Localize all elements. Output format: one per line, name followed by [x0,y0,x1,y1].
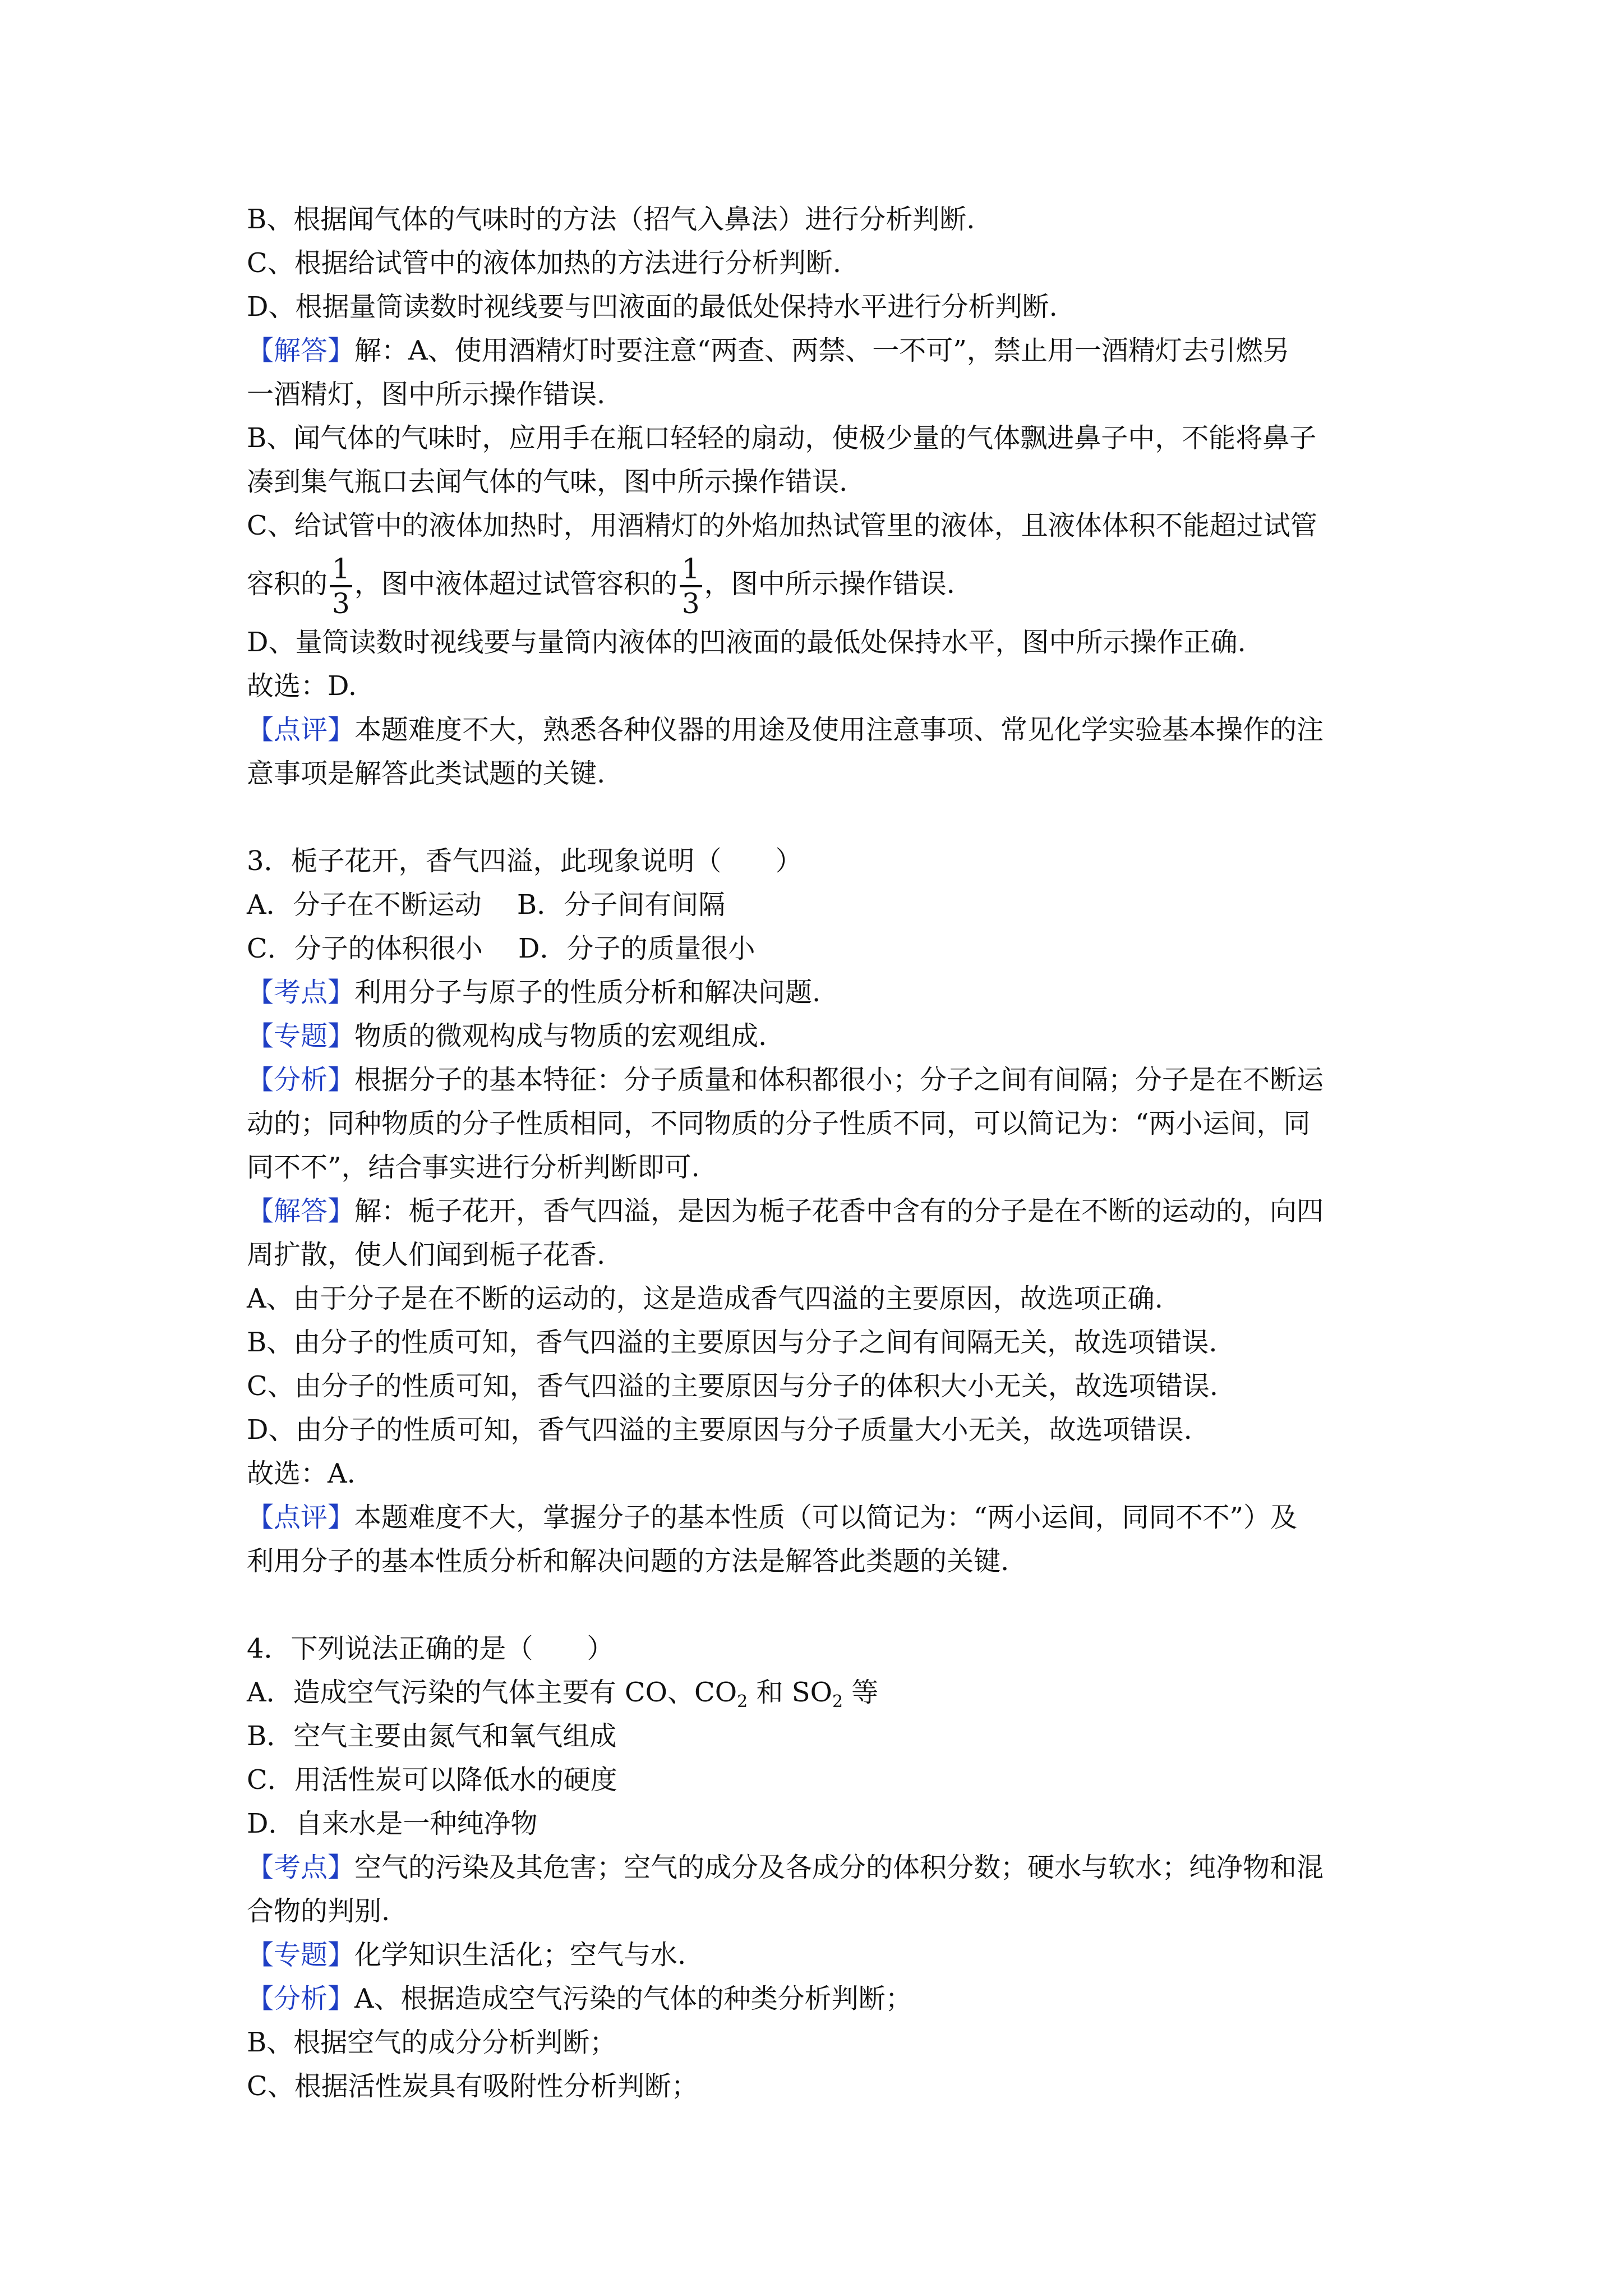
prev-c-line-1: C、给试管中的液体加热时，用酒精灯的外焰加热试管里的液体，且液体体积不能超过试管 [247,510,1317,541]
prev-analysis-b: B、根据闻气体的气味时的方法（招气入鼻法）进行分析判断. [247,204,975,235]
q3-explain-d: D、由分子的性质可知，香气四溢的主要原因与分子质量大小无关，故选项错误. [247,1414,1192,1446]
prev-b-line-1: B、闻气体的气味时，应用手在瓶口轻轻的扇动，使极少量的气体飘进鼻子中，不能将鼻子 [247,422,1317,454]
kaodian-tag: 【考点】 [247,977,355,1008]
q3-jieda-line-1: 【解答】解：栀子花开，香气四溢，是因为栀子花香中含有的分子是在不断的运动的，向四 [247,1195,1324,1227]
q4-kaodian-line-2: 合物的判别. [247,1895,390,1927]
prev-dianping-line-1: 【点评】本题难度不大，熟悉各种仪器的用途及使用注意事项、常见化学实验基本操作的注 [247,714,1324,746]
q3-explain-a: A、由于分子是在不断的运动的，这是造成香气四溢的主要原因，故选项正确. [247,1283,1163,1314]
q4-fenxi-line-1: 【分析】A、根据造成空气污染的气体的种类分析判断； [247,1983,912,2014]
prev-answer: 故选：D. [247,670,357,702]
q3-options-cd: C．分子的体积很小 D．分子的质量很小 [247,933,755,964]
dianping-tag: 【点评】 [247,714,355,746]
fraction-one-third: $\frac{1}{3}$ [330,555,352,618]
q3-dianping-line-2: 利用分子的基本性质分析和解决问题的方法是解答此类题的关键. [247,1545,1009,1577]
document-body [247,197,1391,2108]
zhuanti-tag: 【专题】 [247,1939,355,1971]
q3-kaodian: 【考点】利用分子与原子的性质分析和解决问题. [247,977,821,1008]
q3-explain-c: C、由分子的性质可知，香气四溢的主要原因与分子的体积大小无关，故选项错误. [247,1370,1218,1402]
q3-dianping-line-1: 【点评】本题难度不大，掌握分子的基本性质（可以简记为：“两小运间，同同不不”）及 [247,1502,1298,1533]
kaodian-tag: 【考点】 [247,1852,355,1883]
fraction-one-third: $\frac{1}{3}$ [680,555,702,618]
jieda-tag: 【解答】 [247,1195,355,1227]
spacer [247,795,1391,839]
prev-b-line-2: 凑到集气瓶口去闻气体的气味，图中所示操作错误. [247,466,848,498]
jieda-tag: 【解答】 [247,335,355,366]
q4-option-b: B．空气主要由氮气和氧气组成 [247,1720,617,1752]
q4-fenxi-b: B、根据空气的成分分析判断； [247,2027,617,2058]
prev-dianping-line-2: 意事项是解答此类试题的关键. [247,758,606,789]
q3-jieda-line-2: 周扩散，使人们闻到栀子花香. [247,1239,606,1271]
q3-explain-b: B、由分子的性质可知，香气四溢的主要原因与分子之间有间隔无关，故选项错误. [247,1327,1218,1358]
q4-zhuanti: 【专题】化学知识生活化；空气与水. [247,1939,686,1971]
q4-fenxi-c: C、根据活性炭具有吸附性分析判断； [247,2070,698,2102]
q3-fenxi-line-2: 动的；同种物质的分子性质相同，不同物质的分子性质不同，可以简记为：“两小运间，同 [247,1108,1311,1139]
zhuanti-tag: 【专题】 [247,1020,355,1052]
fenxi-tag: 【分析】 [247,1983,355,2014]
spacer [247,1583,1391,1627]
prev-analysis-d: D、根据量筒读数时视线要与凹液面的最低处保持水平进行分析判断. [247,291,1058,323]
prev-c-line-2: 容积的 $\frac{1}{3}$ ，图中液体超过试管容积的 $\frac{1}{3}$ ，图中所示操作错误. [247,552,955,620]
q3-fenxi-line-3: 同不不”，结合事实进行分析判断即可. [247,1152,700,1183]
q3-answer: 故选：A. [247,1458,356,1489]
q4-option-a: A．造成空气污染的气体主要有 CO、$CO_2$ 和 $SO_2$ 等 [247,1677,879,1711]
q3-fenxi-line-1: 【分析】根据分子的基本特征：分子质量和体积都很小；分子之间有间隔；分子是在不断运 [247,1064,1324,1096]
q4-option-d: D．自来水是一种纯净物 [247,1808,538,1839]
prev-jieda-line-1: 【解答】解：A、使用酒精灯时要注意“两查、两禁、一不可”，禁止用一酒精灯去引燃另 [247,335,1290,366]
fenxi-tag: 【分析】 [247,1064,355,1096]
q3-stem: 3．栀子花开，香气四溢，此现象说明（ ） [247,845,803,877]
q4-stem: 4．下列说法正确的是（ ） [247,1633,614,1664]
q3-options-ab: A．分子在不断运动 B．分子间有间隔 [247,889,726,921]
prev-d-line-1: D、量筒读数时视线要与量筒内液体的凹液面的最低处保持水平，图中所示操作正确. [247,627,1246,658]
prev-analysis-c: C、根据给试管中的液体加热的方法进行分析判断. [247,247,841,279]
dianping-tag: 【点评】 [247,1502,355,1533]
q4-option-c: C．用活性炭可以降低水的硬度 [247,1764,617,1796]
q3-zhuanti: 【专题】物质的微观构成与物质的宏观组成. [247,1020,767,1052]
prev-jieda-line-2: 一酒精灯，图中所示操作错误. [247,379,606,410]
q4-kaodian-line-1: 【考点】空气的污染及其危害；空气的成分及各成分的体积分数；硬水与软水；纯净物和混 [247,1852,1324,1883]
